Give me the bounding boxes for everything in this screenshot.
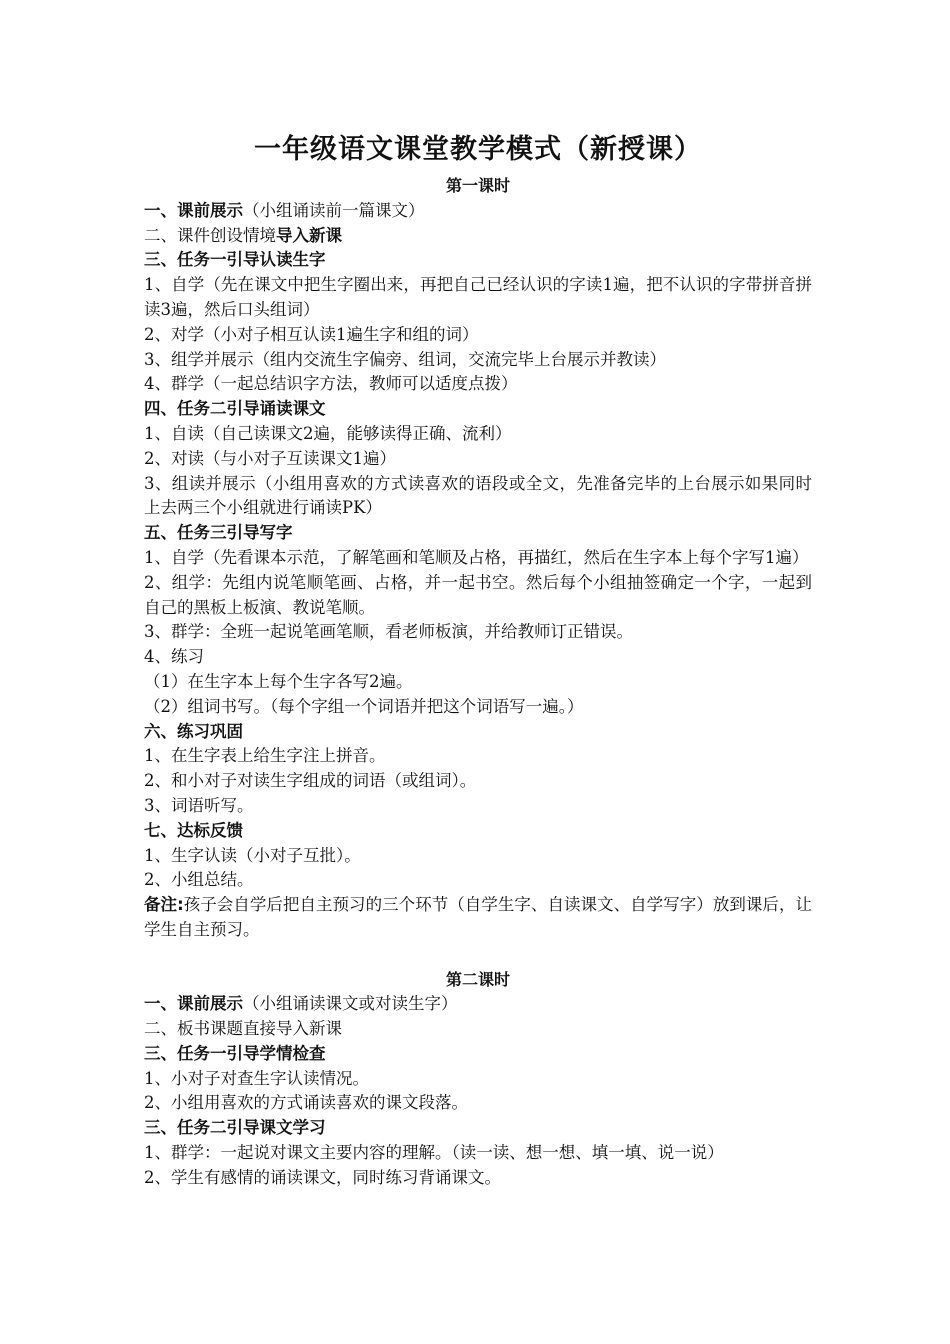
list-item: 3、词语听写。 (144, 795, 254, 815)
list-item: 4、群学（一起总结识字方法，教师可以适度点拨） (144, 374, 518, 394)
document-title: 一年级语文课堂教学模式（新授课） (254, 134, 702, 165)
section-heading-literacy: 三、任务一引导认读生字 (144, 250, 326, 270)
list-item: 1、在生字表上给生字注上拼音。 (144, 746, 386, 766)
section-heading-feedback: 七、达标反馈 (144, 820, 243, 840)
section-heading: 一、课前展示 (144, 994, 243, 1014)
section-heading-writing: 五、任务三引导写字 (144, 523, 293, 543)
section-heading-practice: 六、练习巩固 (144, 721, 243, 741)
section-note: （小组诵读课文或对读生字） (243, 994, 458, 1014)
session-2-title: 第二课时 (445, 969, 510, 989)
remark-text: 孩子会自学后把自主预习的三个环节（自学生字、自读课文、自学写字）放到课后，让学生自主预习。 (144, 895, 812, 939)
section-text: 二、课件创设情境 (144, 225, 276, 245)
document-page (144, 130, 812, 1191)
section-pre-class-show (144, 992, 812, 1017)
list-item: 2、学生有感情的诵读课文，同时练习背诵课文。 (144, 1167, 501, 1187)
section-emphasis: 导入新课 (276, 225, 342, 245)
session-1 (144, 174, 812, 943)
list-item: 2、对学（小对子相互认读1遍生字和组的词） (144, 324, 479, 344)
list-item: 2、小组总结。 (144, 870, 254, 890)
section-heading: 一、课前展示 (144, 200, 243, 220)
list-item: （2）组词书写。（每个字组一个词语并把这个词语写一遍。） (144, 696, 584, 716)
list-item: 4、练习 (144, 647, 204, 667)
remark-label: 备注: (144, 895, 184, 915)
list-item: 2、和小对子对读生字组成的词语（或组词）。 (144, 771, 477, 791)
section-pre-class-show (144, 199, 812, 224)
list-item: 2、组学：先组内说笔顺笔画、占格，并一起书空。然后每个小组抽签确定一个字，一起到自己的黑板上板演、教说笔顺。 (144, 572, 812, 617)
session-1-title: 第一课时 (445, 176, 510, 195)
section-intro (144, 224, 812, 249)
list-item: 1、生字认读（小对子互批）。 (144, 845, 361, 865)
section-note: （小组诵读前一篇课文） (243, 200, 425, 220)
section-heading-check: 三、任务一引导学情检查 (144, 1043, 326, 1063)
list-item: 1、小对子对查生字认读情况。 (144, 1068, 369, 1088)
list-item: 3、群学：全班一起说笔画笔顺，看老师板演，并给教师订正错误。 (144, 622, 633, 642)
list-item: 1、自读（自己读课文2遍，能够读得正确、流利） (144, 423, 512, 443)
list-item: 1、群学：一起说对课文主要内容的理解。（读一读、想一想、填一填、说一说） (144, 1143, 724, 1163)
list-item: 2、小组用喜欢的方式诵读喜欢的课文段落。 (144, 1093, 468, 1113)
list-item: 1、自学（先看课本示范，了解笔画和笔顺及占格，再描红，然后在生字本上每个字写1遍） (144, 547, 809, 567)
list-item: 3、组读并展示（小组用喜欢的方式读喜欢的语段或全文，先准备完毕的上台展示如果同时上去两三个小组就进行诵读PK） (144, 473, 812, 518)
session-2 (144, 968, 812, 1191)
spacer (144, 943, 812, 968)
section-heading-text-study: 三、任务二引导课文学习 (144, 1118, 326, 1138)
list-item: 3、组学并展示（组内交流生字偏旁、组词，交流完毕上台展示并教读） (144, 349, 666, 369)
list-item: 1、自学（先在课文中把生字圈出来，再把自己已经认识的字读1遍，把不认识的字带拼音拼读3遍，然后口头组词） (144, 275, 812, 319)
section-intro: 二、板书课题直接导入新课 (144, 1019, 342, 1039)
list-item: 2、对读（与小对子互读课文1遍） (144, 448, 396, 468)
list-item: （1）在生字本上每个生字各写2遍。 (144, 671, 413, 691)
remark (144, 893, 812, 943)
section-heading-reading: 四、任务二引导诵读课文 (144, 399, 326, 419)
